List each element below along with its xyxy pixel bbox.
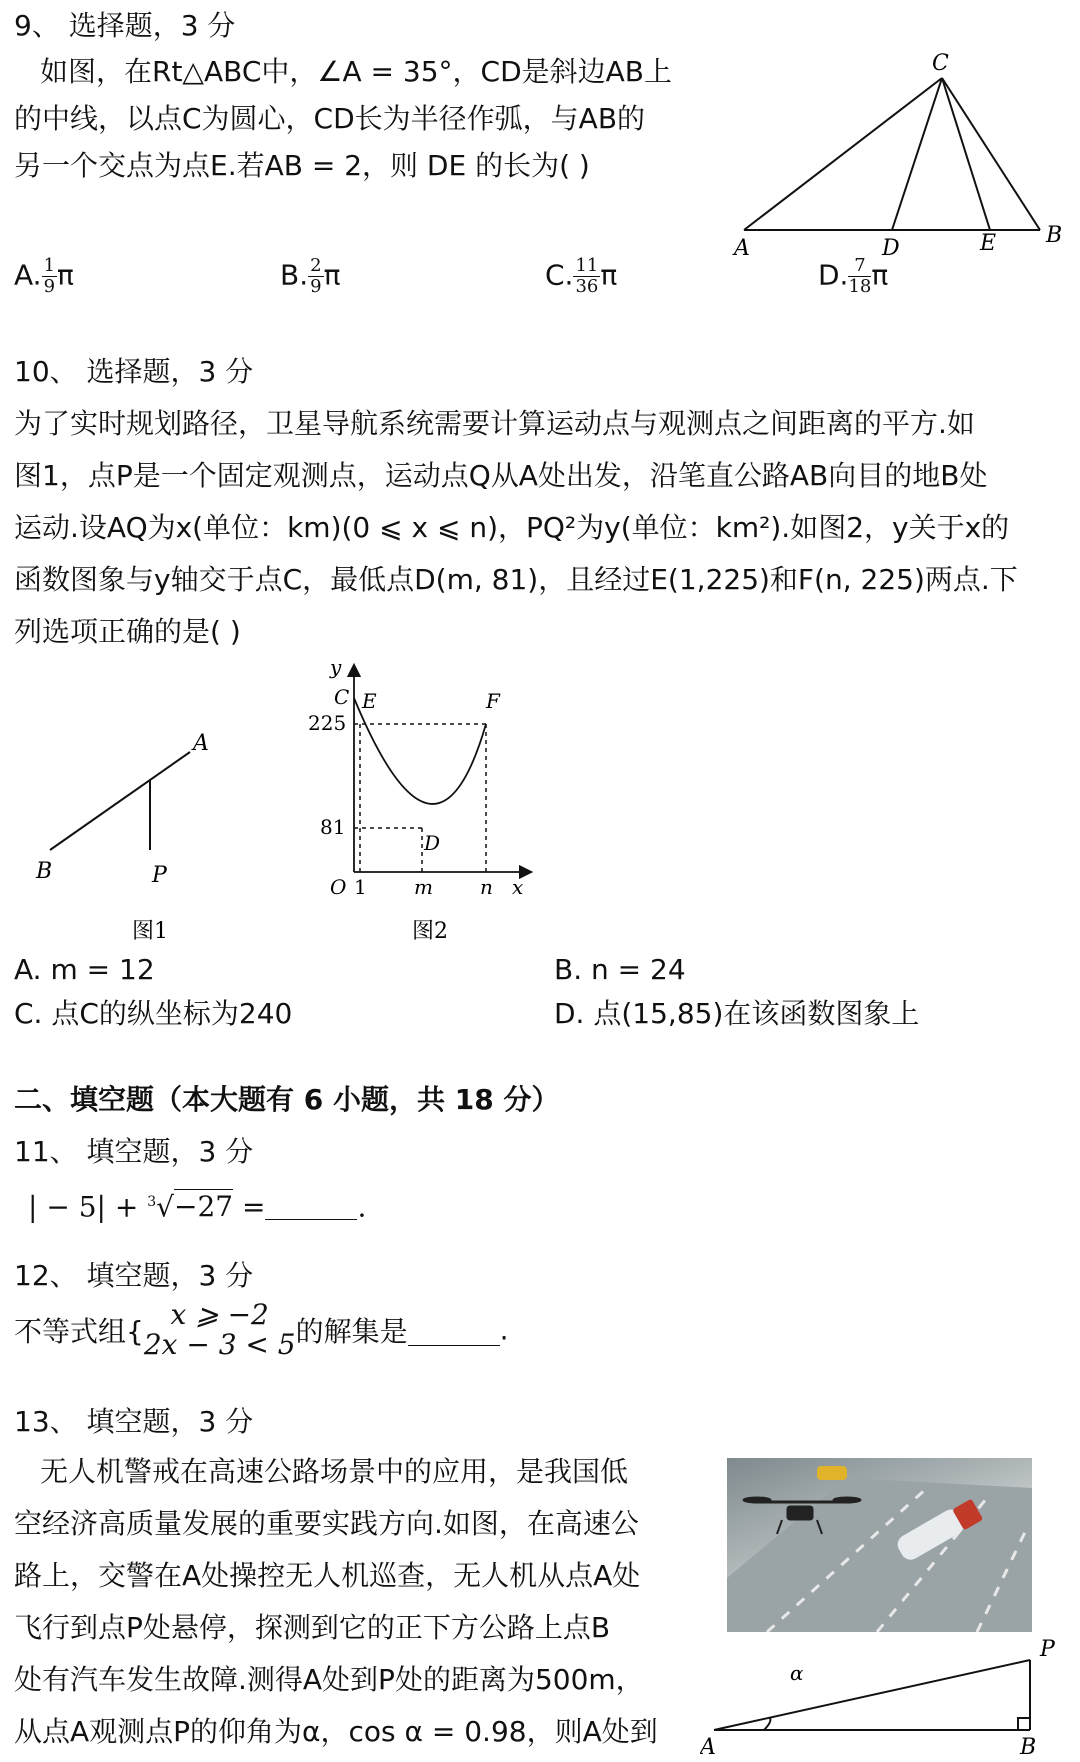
q9-option-b[interactable]: B. $\frac{2}{9}$ π <box>280 255 341 297</box>
q9-label-a: A <box>734 236 750 260</box>
q13-header: 13、 填空题，3 分 <box>14 1405 254 1438</box>
q10-text-line2: 图1，点P是一个固定观测点，运动点Q从A处出发，沿笔直公路AB向目的地B处 <box>14 459 988 492</box>
q10-fig1-label-b: B <box>36 859 53 884</box>
q10-option-a[interactable]: A. m = 12 <box>14 953 155 986</box>
q9-label-c: C <box>932 51 949 76</box>
q13-text-line3: 路上，交警在A处操控无人机巡查，无人机从点A处 <box>14 1559 641 1592</box>
section2-title: 二、填空题（本大题有 6 小题，共 18 分） <box>14 1083 560 1116</box>
q12-ineq1: x ⩾ −2 <box>170 1298 269 1331</box>
q9-option-b-fraction: $\frac{2}{9}$ <box>310 255 322 297</box>
q12-ineq2: 2x − 3 < 5 <box>143 1328 296 1361</box>
q10-fig2-origin: O <box>330 875 347 899</box>
q10-option-b[interactable]: B. n = 24 <box>554 953 686 986</box>
q13-label-b: B <box>1020 1735 1037 1760</box>
q10-option-c[interactable]: C. 点C的纵坐标为240 <box>14 997 293 1030</box>
q9-option-c[interactable]: C. $\frac{11}{36}$ π <box>545 255 618 297</box>
q10-fig2-tick-1: 1 <box>354 875 367 899</box>
q9-label-b: B <box>1046 223 1063 248</box>
q10-fig2-label-c: C <box>334 685 350 709</box>
q9-label-e: E <box>980 231 997 256</box>
q12-inequalities <box>144 1300 296 1360</box>
q10-fig2-tick-225: 225 <box>308 711 347 735</box>
q13-triangle-figure <box>700 1632 1060 1760</box>
q10-figure2 <box>300 660 540 945</box>
q9-option-a-fraction: $\frac{1}{9}$ <box>43 255 56 297</box>
q9-triangle-figure <box>720 50 1070 260</box>
q10-fig1-label-a: A <box>193 731 209 756</box>
q10-figure1 <box>20 720 240 940</box>
q11-expr-post: = <box>233 1190 266 1224</box>
q9-label-d: D <box>882 236 900 260</box>
q10-fig2-tick-81: 81 <box>320 815 346 839</box>
q12-inequality-system: 不等式组{ x ⩾ −2 2x − 3 < 5 的解集是 . <box>14 1298 509 1361</box>
q9-text-line3: 另一个交点为点E.若AB = 2，则 DE 的长为( ) <box>14 149 590 182</box>
q11-header: 11、 填空题，3 分 <box>14 1135 254 1168</box>
q13-text-line2: 空经济高质量发展的重要实践方向.如图，在高速公 <box>14 1507 639 1540</box>
q13-drone-photo-art <box>727 1458 1032 1632</box>
q13-text-line4: 飞行到点P处悬停，探测到它的正下方公路上点B <box>14 1611 611 1644</box>
q11-answer-blank[interactable] <box>265 1189 357 1220</box>
q11-expr-pre: | − 5| + <box>28 1190 148 1224</box>
q10-fig2-axis-y: y <box>330 660 342 679</box>
q13-label-alpha: α <box>790 1661 804 1685</box>
q10-fig2-tick-n: n <box>480 875 493 899</box>
q9-option-a[interactable]: A. $\frac{1}{9}$ π <box>14 255 74 297</box>
q10-text-line3: 运动.设AQ为x(单位：km)(0 ⩽ x ⩽ n)，PQ²为y(单位：km²).如图2，y关于x的 <box>14 511 1010 544</box>
q13-text-line6: 从点A观测点P的仰角为α，cos α = 0.98，则A处到 <box>14 1715 658 1748</box>
q10-fig2-axis-x: x <box>512 875 524 899</box>
q10-fig1-caption: 图1 <box>132 919 168 940</box>
q12-header: 12、 填空题，3 分 <box>14 1259 254 1292</box>
q10-fig1-label-p: P <box>152 863 167 888</box>
q13-text-line1: 无人机警戒在高速公路场景中的应用，是我国低 <box>40 1455 629 1488</box>
q10-option-d[interactable]: D. 点(15,85)在该函数图象上 <box>554 997 920 1030</box>
q9-option-d-fraction: $\frac{7}{18}$ <box>848 255 872 297</box>
q11-root-index: 3 <box>147 1194 157 1210</box>
q12-pre-text: 不等式组{ <box>14 1315 144 1348</box>
q12-post-text: 的解集是 <box>295 1315 408 1348</box>
q9-text-line2: 的中线，以点C为圆心，CD长为半径作弧，与AB的 <box>14 102 646 135</box>
q10-fig2-label-d: D <box>424 831 441 855</box>
q10-fig2-label-e: E <box>362 689 377 713</box>
q9-text-line1: 如图，在Rt△ABC中，∠A = 35°，CD是斜边AB上 <box>40 55 673 88</box>
q9-header: 9、 选择题，3 分 <box>14 9 236 42</box>
q10-text-line1: 为了实时规划路径，卫星导航系统需要计算运动点与观测点之间距离的平方.如 <box>14 407 975 440</box>
q13-drone-photo <box>727 1458 1032 1632</box>
q13-label-p: P <box>1040 1637 1055 1662</box>
q11-radicand: −27 <box>173 1190 234 1224</box>
q9-option-d[interactable]: D. $\frac{7}{18}$ π <box>818 255 889 297</box>
q12-answer-blank[interactable] <box>408 1315 500 1346</box>
q10-fig2-tick-m: m <box>414 875 433 899</box>
q10-text-line4: 函数图象与y轴交于点C，最低点D(m, 81)，且经过E(1,225)和F(n, 225)两点.下 <box>14 563 1018 596</box>
q13-label-a: A <box>700 1735 716 1760</box>
q10-header: 10、 选择题，3 分 <box>14 355 254 388</box>
q10-fig2-label-f: F <box>486 689 500 713</box>
q11-expression: | − 5| + $^3$√−27 = . <box>28 1190 367 1224</box>
q10-fig2-caption: 图2 <box>412 919 448 944</box>
q13-text-line5: 处有汽车发生故障.测得A处到P处的距离为500m， <box>14 1663 644 1696</box>
q10-text-line5: 列选项正确的是( ) <box>14 615 241 648</box>
q9-option-c-fraction: $\frac{11}{36}$ <box>575 255 599 297</box>
